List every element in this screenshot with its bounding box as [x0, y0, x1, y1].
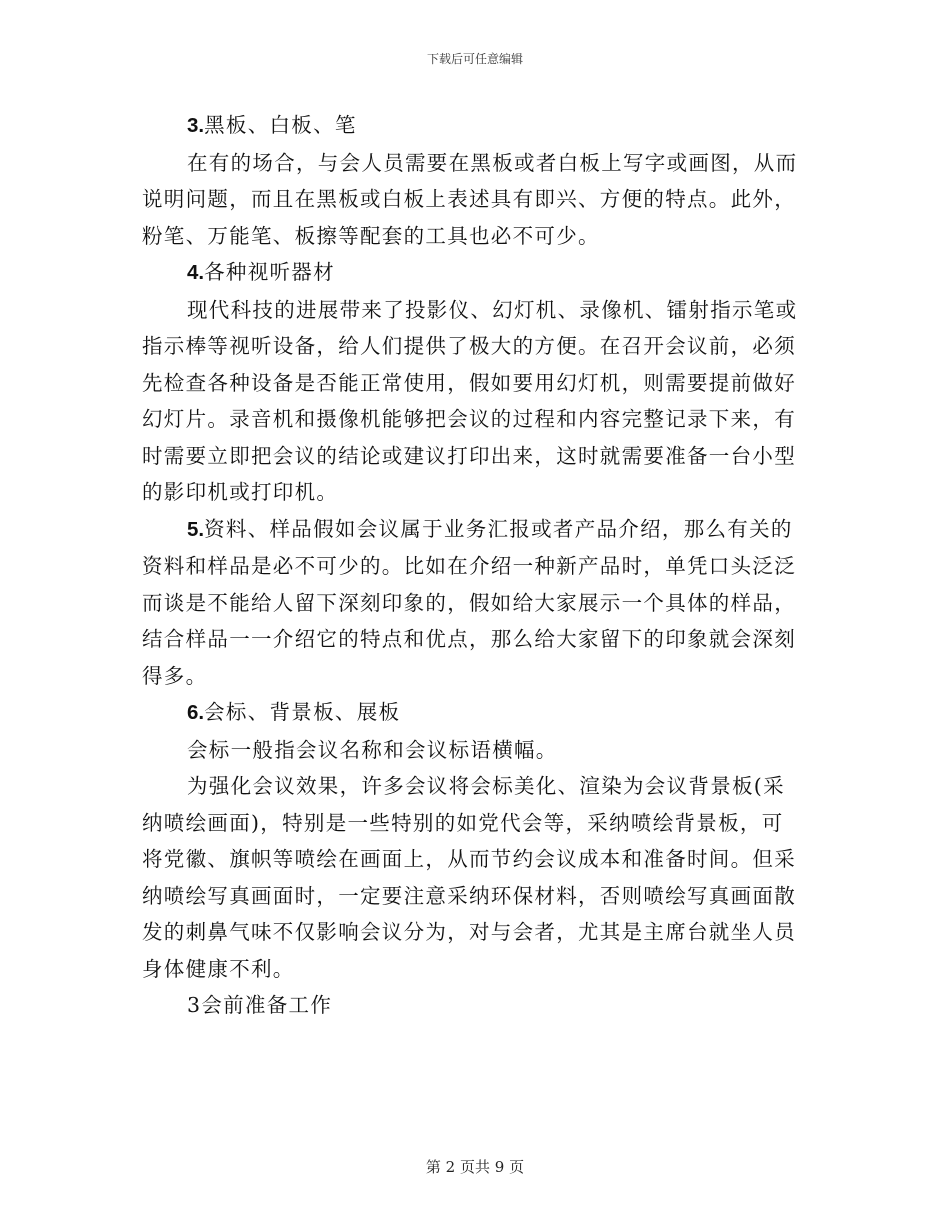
section-heading-4: [142, 254, 802, 292]
section-number: 4.: [187, 261, 205, 284]
section-number: 3.: [187, 114, 205, 137]
section-number: 5.: [187, 517, 205, 541]
document-body: [142, 107, 802, 1024]
section-title: 资料、样品假如会议属于业务汇报或者产品介绍，那么有关的资料和样品是必不可少的。比如在介绍一种新产品时，单凭口头泛泛而谈是不能给人留下深刻印象的，假如给大家展示一个具体的样品，结合样品一一介绍它的特点和优点，那么给大家留下的印象就会深刻得多。: [142, 516, 796, 688]
section-title: 黑板、白板、笔: [204, 113, 357, 137]
paragraph: 在有的场合，与会人员需要在黑板或者白板上写字或画图，从而说明问题，而且在黑板或白板上表述具有即兴、方便的特点。此外，粉笔、万能笔、板擦等配套的工具也必不可少。: [142, 150, 798, 248]
section-heading-6: [142, 694, 802, 732]
section-heading-5: [142, 511, 802, 695]
page-footer: 第 2 页共 9 页: [425, 1158, 525, 1176]
section-heading-3: [142, 107, 802, 145]
section-title: 会标、背景板、展板: [204, 700, 401, 724]
page-header: 下载后可任意编辑: [426, 52, 523, 66]
paragraph: 现代科技的进展带来了投影仪、幻灯机、录像机、镭射指示笔或指示棒等视听设备，给人们提供了极大的方便。在召开会议前，必须先检查各种设备是否能正常使用，假如要用幻灯机，则需要提前做好幻灯片。录音机和摄像机能够把会议的过程和内容完整记录下来，有时需要立即把会议的结论或建议打印出来，这时就需要准备一台小型的影印机或打印机。: [142, 297, 798, 504]
section-title: 各种视听器材: [204, 260, 335, 284]
paragraph: 会标一般指会议名称和会议标语横幅。: [187, 737, 558, 762]
section-number: 6.: [187, 701, 205, 724]
paragraph: 为强化会议效果，许多会议将会标美化、渲染为会议背景板(采纳喷绘画面)，特别是一些特别的如党代会等，采纳喷绘背景板，可将党徽、旗帜等喷绘在画面上，从而节约会议成本和准备时间。但采纳喷绘写真画面时，一定要注意采纳环保材料，否则喷绘写真画面散发的刺鼻气味不仅影响会议分为，对与会者，尤其是主席台就坐人员身体健康不利。: [142, 774, 796, 981]
paragraph: 3会前准备工作: [187, 993, 333, 1017]
